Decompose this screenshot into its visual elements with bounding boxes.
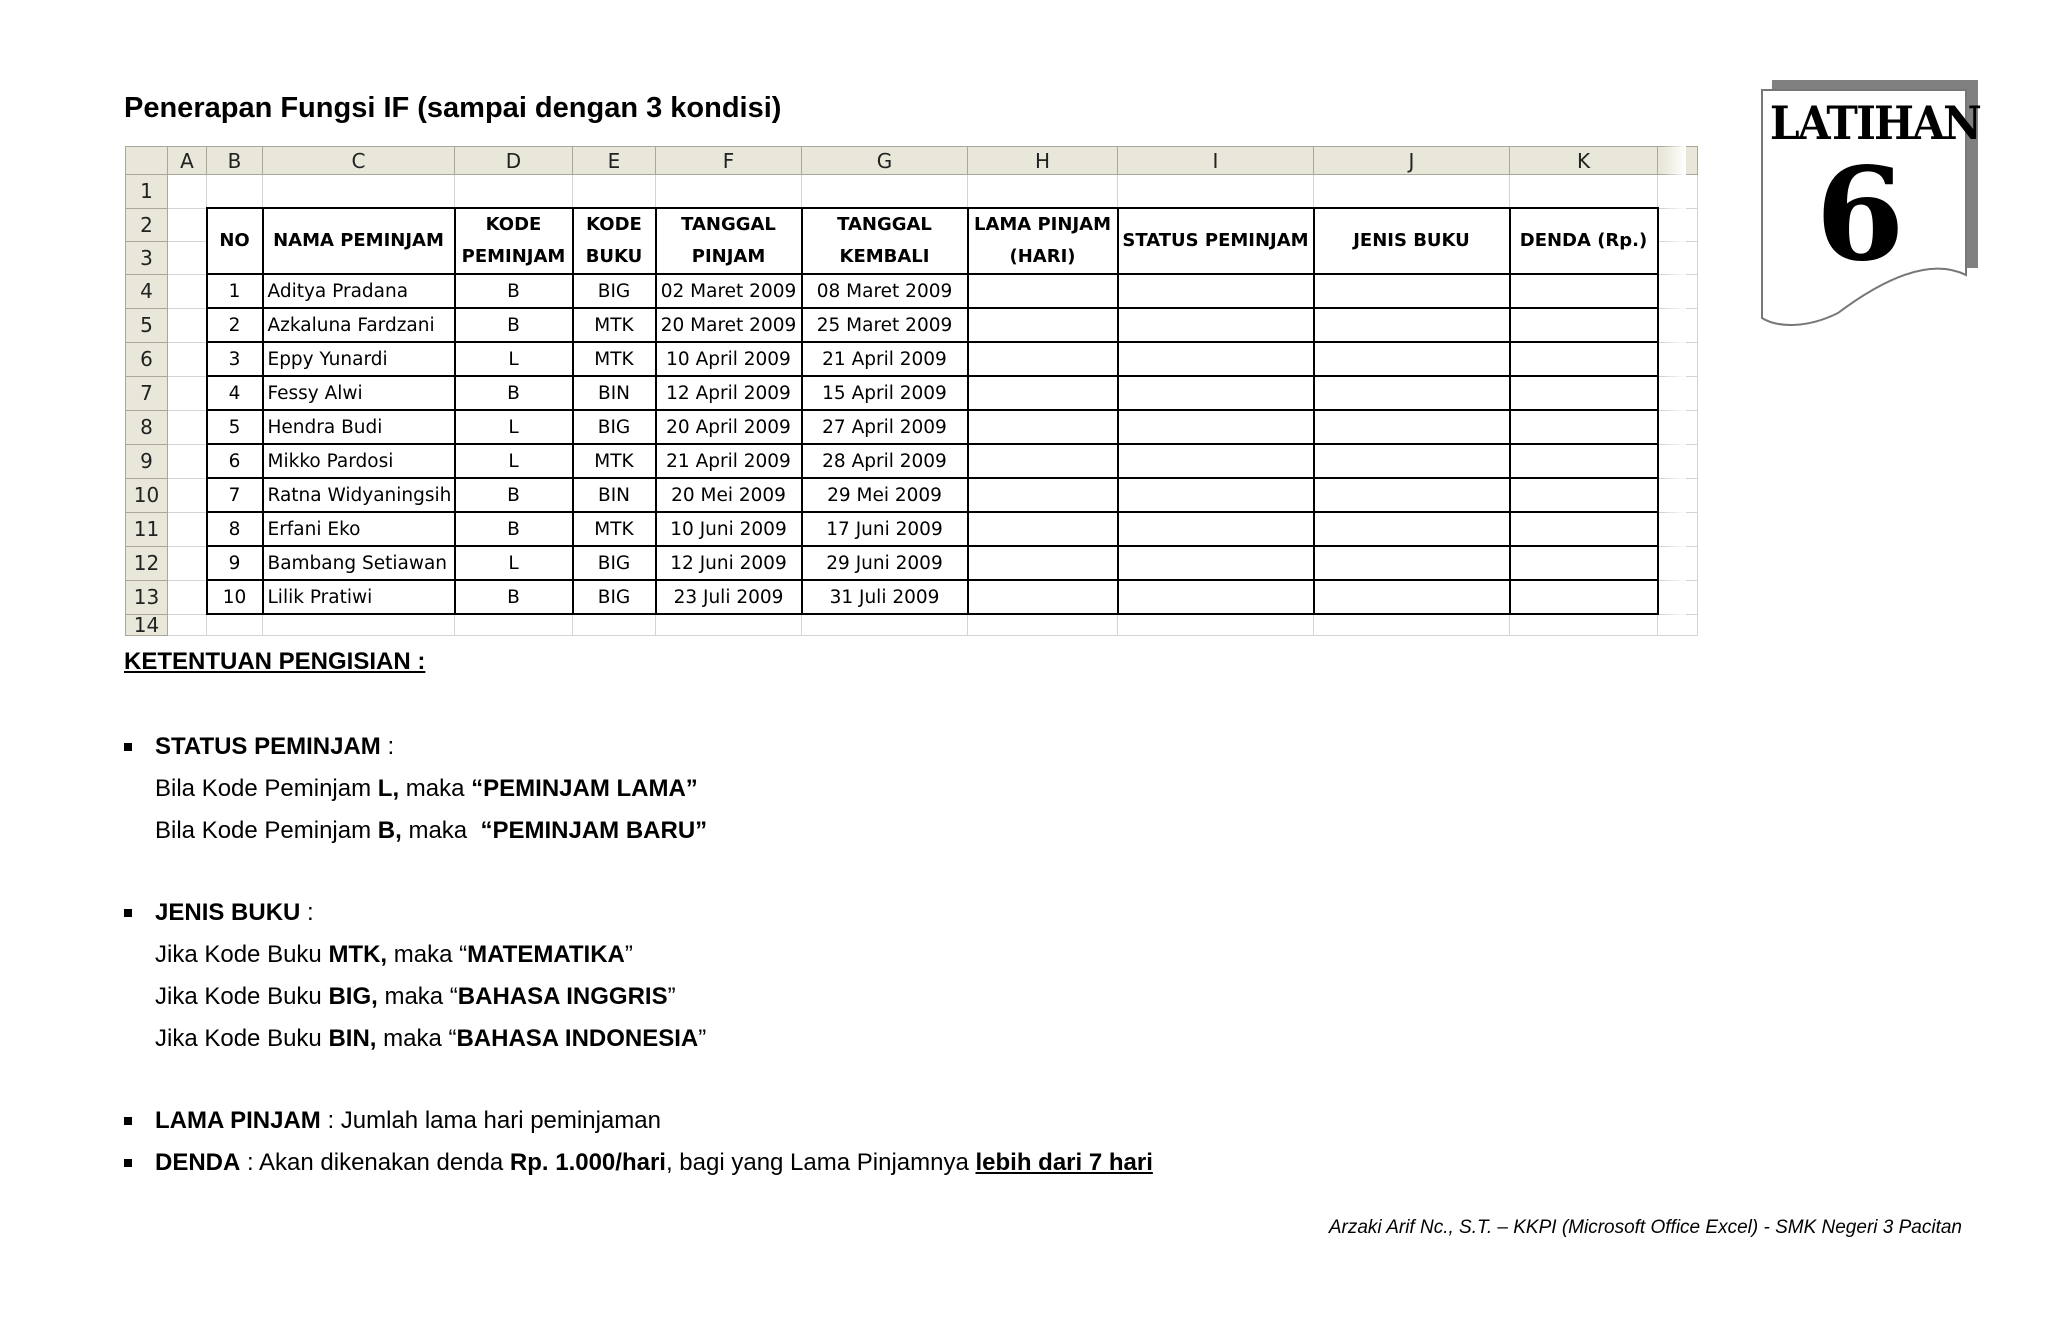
spreadsheet bbox=[125, 146, 1698, 636]
cell-kode-buku[interactable]: BIG bbox=[573, 274, 656, 308]
sheet-grid bbox=[125, 146, 1698, 636]
row-header[interactable]: 14 bbox=[126, 614, 168, 636]
cell-nama-peminjam[interactable]: Azkaluna Fardzani bbox=[263, 308, 455, 342]
rule-text: maka “ bbox=[376, 1025, 457, 1052]
cell-kode-peminjam[interactable]: B bbox=[455, 274, 573, 308]
header-lama-pinjam-2[interactable]: (HARI) bbox=[968, 241, 1118, 274]
rule-text: Jika Kode Buku bbox=[155, 1025, 329, 1052]
cell[interactable] bbox=[455, 175, 573, 209]
rule-code: MTK, bbox=[328, 941, 388, 968]
cell[interactable] bbox=[1118, 175, 1314, 209]
cell-tanggal-pinjam[interactable]: 10 April 2009 bbox=[656, 342, 802, 376]
cell-tanggal-kembali[interactable]: 28 April 2009 bbox=[802, 444, 968, 478]
rule-status-label: STATUS PEMINJAM bbox=[155, 733, 381, 760]
cell-jenis-buku[interactable] bbox=[1314, 376, 1510, 410]
rule-value: BAHASA INGGRIS bbox=[457, 983, 668, 1010]
cell-kode-buku[interactable]: MTK bbox=[573, 342, 656, 376]
cell-denda[interactable] bbox=[1510, 580, 1658, 614]
row-header[interactable]: 13 bbox=[126, 580, 168, 614]
cell-kode-buku[interactable]: BIN bbox=[573, 376, 656, 410]
cell[interactable] bbox=[168, 614, 207, 636]
header-kode-buku-2[interactable]: BUKU bbox=[573, 241, 656, 274]
cell-kode-buku[interactable]: MTK bbox=[573, 512, 656, 546]
header-nama-peminjam[interactable]: NAMA PEMINJAM bbox=[263, 208, 455, 274]
cell-tanggal-pinjam[interactable]: 20 Maret 2009 bbox=[656, 308, 802, 342]
table-row bbox=[126, 546, 1698, 580]
rule-value: MATEMATIKA bbox=[467, 941, 625, 968]
table-row bbox=[126, 478, 1698, 512]
header-jenis-buku[interactable]: JENIS BUKU bbox=[1314, 208, 1510, 274]
cell-denda[interactable] bbox=[1510, 512, 1658, 546]
cell[interactable] bbox=[168, 410, 207, 444]
page-title: Penerapan Fungsi IF (sampai dengan 3 kondisi) bbox=[124, 92, 782, 124]
rule-denda bbox=[155, 1149, 1153, 1177]
row-header[interactable]: 8 bbox=[126, 410, 168, 444]
rule-status-line-1 bbox=[155, 775, 698, 803]
cell-kode-peminjam[interactable]: B bbox=[455, 512, 573, 546]
cell-jenis-buku[interactable] bbox=[1314, 308, 1510, 342]
rule-value: “PEMINJAM BARU” bbox=[480, 817, 708, 844]
rule-text: Bila Kode Peminjam bbox=[155, 817, 378, 844]
cell[interactable] bbox=[656, 614, 802, 636]
cell-status-peminjam[interactable] bbox=[1118, 512, 1314, 546]
rule-lama-label: LAMA PINJAM bbox=[155, 1107, 321, 1134]
cell-tanggal-kembali[interactable]: 17 Juni 2009 bbox=[802, 512, 968, 546]
cell-tanggal-kembali[interactable]: 21 April 2009 bbox=[802, 342, 968, 376]
cell[interactable] bbox=[573, 175, 656, 209]
cell-denda[interactable] bbox=[1510, 342, 1658, 376]
rules-title: KETENTUAN PENGISIAN : bbox=[124, 648, 426, 675]
cell-nama-peminjam[interactable]: Eppy Yunardi bbox=[263, 342, 455, 376]
rule-denda-label: DENDA bbox=[155, 1149, 241, 1176]
header-tanggal-pinjam-2[interactable]: PINJAM bbox=[656, 241, 802, 274]
rule-code: BIG, bbox=[328, 983, 378, 1010]
cell[interactable] bbox=[802, 614, 968, 636]
cell-no[interactable]: 5 bbox=[207, 410, 263, 444]
cell-nama-peminjam[interactable]: Hendra Budi bbox=[263, 410, 455, 444]
cell-status-peminjam[interactable] bbox=[1118, 444, 1314, 478]
cell-kode-buku[interactable]: BIN bbox=[573, 478, 656, 512]
cell-kode-peminjam[interactable]: L bbox=[455, 444, 573, 478]
cell-nama-peminjam[interactable]: Fessy Alwi bbox=[263, 376, 455, 410]
table-row bbox=[126, 376, 1698, 410]
cell[interactable] bbox=[802, 175, 968, 209]
cell-tanggal-pinjam[interactable]: 12 April 2009 bbox=[656, 376, 802, 410]
cell-tanggal-kembali[interactable]: 31 Juli 2009 bbox=[802, 580, 968, 614]
header-denda[interactable]: DENDA (Rp.) bbox=[1510, 208, 1658, 274]
cell-jenis-buku[interactable] bbox=[1314, 580, 1510, 614]
table-row bbox=[126, 512, 1698, 546]
cell-lama-pinjam[interactable] bbox=[968, 444, 1118, 478]
cell-no[interactable]: 6 bbox=[207, 444, 263, 478]
header-status-peminjam[interactable]: STATUS PEMINJAM bbox=[1118, 208, 1314, 274]
col-header-a[interactable]: A bbox=[168, 147, 207, 175]
rule-text: : Jumlah lama hari peminjaman bbox=[320, 1107, 661, 1134]
cell-kode-peminjam[interactable]: L bbox=[455, 546, 573, 580]
cell-lama-pinjam[interactable] bbox=[968, 512, 1118, 546]
cell[interactable] bbox=[168, 512, 207, 546]
rule-status-line-2 bbox=[155, 817, 707, 845]
cell-nama-peminjam[interactable]: Mikko Pardosi bbox=[263, 444, 455, 478]
sheet-edge-fade bbox=[1662, 146, 1686, 622]
cell-denda[interactable] bbox=[1510, 274, 1658, 308]
cell[interactable] bbox=[168, 478, 207, 512]
badge-word: LATIHAN bbox=[1769, 96, 1981, 150]
row-header[interactable]: 12 bbox=[126, 546, 168, 580]
row-header[interactable]: 3 bbox=[126, 241, 168, 274]
cell-jenis-buku[interactable] bbox=[1314, 478, 1510, 512]
cell-denda[interactable] bbox=[1510, 376, 1658, 410]
cell-status-peminjam[interactable] bbox=[1118, 342, 1314, 376]
header-tanggal-kembali-1[interactable]: TANGGAL bbox=[802, 208, 968, 241]
cell[interactable] bbox=[168, 444, 207, 478]
rule-text: ” bbox=[698, 1025, 707, 1052]
cell[interactable] bbox=[1510, 175, 1658, 209]
rule-value: lebih dari 7 hari bbox=[975, 1149, 1153, 1176]
bullet-icon bbox=[124, 1117, 132, 1125]
cell[interactable] bbox=[168, 546, 207, 580]
cell-lama-pinjam[interactable] bbox=[968, 478, 1118, 512]
cell[interactable] bbox=[207, 175, 263, 209]
cell-lama-pinjam[interactable] bbox=[968, 410, 1118, 444]
cell-status-peminjam[interactable] bbox=[1118, 376, 1314, 410]
rule-text: , bagi yang Lama Pinjamnya bbox=[665, 1149, 976, 1176]
cell-jenis-buku[interactable] bbox=[1314, 546, 1510, 580]
cell-jenis-buku[interactable] bbox=[1314, 342, 1510, 376]
header-tanggal-pinjam-1[interactable]: TANGGAL bbox=[656, 208, 802, 241]
rule-jenis-line-1 bbox=[155, 941, 633, 969]
rule-lama-pinjam bbox=[155, 1107, 661, 1135]
col-header-f[interactable]: F bbox=[656, 147, 802, 175]
cell-status-peminjam[interactable] bbox=[1118, 308, 1314, 342]
cell-tanggal-kembali[interactable]: 15 April 2009 bbox=[802, 376, 968, 410]
cell-tanggal-kembali[interactable]: 08 Maret 2009 bbox=[802, 274, 968, 308]
cell-lama-pinjam[interactable] bbox=[968, 308, 1118, 342]
header-lama-pinjam-1[interactable]: LAMA PINJAM bbox=[968, 208, 1118, 241]
cell-kode-peminjam[interactable]: L bbox=[455, 410, 573, 444]
cell-kode-peminjam[interactable]: B bbox=[455, 478, 573, 512]
table-row bbox=[126, 342, 1698, 376]
cell-no[interactable]: 10 bbox=[207, 580, 263, 614]
cell-lama-pinjam[interactable] bbox=[968, 376, 1118, 410]
table-row bbox=[126, 274, 1698, 308]
cell[interactable] bbox=[656, 175, 802, 209]
cell-no[interactable]: 4 bbox=[207, 376, 263, 410]
row-header[interactable]: 9 bbox=[126, 444, 168, 478]
cell-kode-peminjam[interactable]: B bbox=[455, 376, 573, 410]
table-row bbox=[126, 444, 1698, 478]
cell-denda[interactable] bbox=[1510, 410, 1658, 444]
cell-no[interactable]: 3 bbox=[207, 342, 263, 376]
cell[interactable] bbox=[1510, 614, 1658, 636]
row-header[interactable]: 4 bbox=[126, 274, 168, 308]
col-header-k[interactable]: K bbox=[1510, 147, 1658, 175]
row-header[interactable]: 2 bbox=[126, 208, 168, 241]
cell-tanggal-pinjam[interactable]: 20 Mei 2009 bbox=[656, 478, 802, 512]
row-header[interactable]: 11 bbox=[126, 512, 168, 546]
cell[interactable] bbox=[168, 580, 207, 614]
cell-nama-peminjam[interactable]: Erfani Eko bbox=[263, 512, 455, 546]
table-row bbox=[126, 410, 1698, 444]
row-header[interactable]: 7 bbox=[126, 376, 168, 410]
rule-text: Bila Kode Peminjam bbox=[155, 775, 378, 802]
cell[interactable] bbox=[1118, 614, 1314, 636]
rule-text: maka bbox=[401, 817, 481, 844]
cell-tanggal-kembali[interactable]: 29 Juni 2009 bbox=[802, 546, 968, 580]
col-header-j[interactable]: J bbox=[1314, 147, 1510, 175]
cell-status-peminjam[interactable] bbox=[1118, 580, 1314, 614]
rule-value: Rp. 1.000/hari bbox=[509, 1149, 666, 1176]
cell-lama-pinjam[interactable] bbox=[968, 274, 1118, 308]
cell[interactable] bbox=[168, 308, 207, 342]
badge-number: 6 bbox=[1815, 140, 1905, 290]
cell-tanggal-kembali[interactable]: 29 Mei 2009 bbox=[802, 478, 968, 512]
rule-text: : Akan dikenakan denda bbox=[240, 1149, 510, 1176]
header-tanggal-kembali-2[interactable]: KEMBALI bbox=[802, 241, 968, 274]
cell-nama-peminjam[interactable]: Bambang Setiawan bbox=[263, 546, 455, 580]
bullet-icon bbox=[124, 743, 132, 751]
cell-denda[interactable] bbox=[1510, 546, 1658, 580]
rule-code: L, bbox=[377, 775, 400, 802]
rule-jenis-colon: : bbox=[300, 899, 314, 926]
cell-tanggal-pinjam[interactable]: 21 April 2009 bbox=[656, 444, 802, 478]
cell[interactable] bbox=[168, 208, 207, 241]
rule-jenis-heading bbox=[155, 899, 314, 927]
header-kode-peminjam-1[interactable]: KODE bbox=[455, 208, 573, 241]
cell-tanggal-pinjam[interactable]: 20 April 2009 bbox=[656, 410, 802, 444]
column-header-row bbox=[126, 147, 1698, 175]
rule-code: B, bbox=[377, 817, 402, 844]
cell[interactable] bbox=[168, 241, 207, 274]
cell-no[interactable]: 7 bbox=[207, 478, 263, 512]
rule-text: maka bbox=[399, 775, 472, 802]
col-header-b[interactable]: B bbox=[207, 147, 263, 175]
header-no[interactable]: NO bbox=[207, 208, 263, 274]
cell-kode-peminjam[interactable]: L bbox=[455, 342, 573, 376]
cell[interactable] bbox=[968, 614, 1118, 636]
cell[interactable] bbox=[168, 175, 207, 209]
cell-lama-pinjam[interactable] bbox=[968, 546, 1118, 580]
rule-code: BIN, bbox=[328, 1025, 377, 1052]
col-header-i[interactable]: I bbox=[1118, 147, 1314, 175]
sheet-row bbox=[126, 614, 1698, 636]
cell-jenis-buku[interactable] bbox=[1314, 444, 1510, 478]
cell-tanggal-pinjam[interactable]: 23 Juli 2009 bbox=[656, 580, 802, 614]
cell-tanggal-kembali[interactable]: 25 Maret 2009 bbox=[802, 308, 968, 342]
cell-kode-buku[interactable]: BIG bbox=[573, 546, 656, 580]
rule-value: BAHASA INDONESIA bbox=[456, 1025, 699, 1052]
rule-text: Jika Kode Buku bbox=[155, 941, 329, 968]
cell-denda[interactable] bbox=[1510, 444, 1658, 478]
rule-jenis-line-2 bbox=[155, 983, 676, 1011]
rule-text: maka “ bbox=[377, 983, 458, 1010]
rule-text: ” bbox=[667, 983, 676, 1010]
cell[interactable] bbox=[263, 614, 455, 636]
cell-kode-buku[interactable]: BIG bbox=[573, 410, 656, 444]
cell-denda[interactable] bbox=[1510, 308, 1658, 342]
sheet-row bbox=[126, 208, 1698, 241]
row-header[interactable]: 1 bbox=[126, 175, 168, 209]
cell-no[interactable]: 1 bbox=[207, 274, 263, 308]
cell-kode-buku[interactable]: BIG bbox=[573, 580, 656, 614]
cell-no[interactable]: 9 bbox=[207, 546, 263, 580]
rule-text: ” bbox=[624, 941, 633, 968]
rule-status-heading bbox=[155, 733, 394, 761]
cell[interactable] bbox=[1314, 614, 1510, 636]
cell-lama-pinjam[interactable] bbox=[968, 580, 1118, 614]
header-kode-buku-1[interactable]: KODE bbox=[573, 208, 656, 241]
cell-kode-peminjam[interactable]: B bbox=[455, 580, 573, 614]
cell[interactable] bbox=[168, 342, 207, 376]
table-row bbox=[126, 308, 1698, 342]
rule-jenis-line-3 bbox=[155, 1025, 706, 1053]
col-header-c[interactable]: C bbox=[263, 147, 455, 175]
cell-status-peminjam[interactable] bbox=[1118, 546, 1314, 580]
rule-value: “PEMINJAM LAMA” bbox=[471, 775, 698, 802]
cell-nama-peminjam[interactable]: Ratna Widyaningsih bbox=[263, 478, 455, 512]
cell-jenis-buku[interactable] bbox=[1314, 410, 1510, 444]
cell-no[interactable]: 8 bbox=[207, 512, 263, 546]
cell[interactable] bbox=[1314, 175, 1510, 209]
cell-tanggal-pinjam[interactable]: 02 Maret 2009 bbox=[656, 274, 802, 308]
cell[interactable] bbox=[573, 614, 656, 636]
cell-denda[interactable] bbox=[1510, 478, 1658, 512]
cell-jenis-buku[interactable] bbox=[1314, 512, 1510, 546]
data-rows bbox=[126, 274, 1698, 614]
cell[interactable] bbox=[168, 274, 207, 308]
bullet-icon bbox=[124, 1159, 132, 1167]
rule-text: maka “ bbox=[387, 941, 468, 968]
cell-kode-buku[interactable]: MTK bbox=[573, 308, 656, 342]
cell-tanggal-pinjam[interactable]: 12 Juni 2009 bbox=[656, 546, 802, 580]
cell-lama-pinjam[interactable] bbox=[968, 342, 1118, 376]
cell-no[interactable]: 2 bbox=[207, 308, 263, 342]
cell[interactable] bbox=[207, 614, 263, 636]
cell-kode-buku[interactable]: MTK bbox=[573, 444, 656, 478]
row-header[interactable]: 10 bbox=[126, 478, 168, 512]
col-header-g[interactable]: G bbox=[802, 147, 968, 175]
cell-status-peminjam[interactable] bbox=[1118, 478, 1314, 512]
rule-jenis-label: JENIS BUKU bbox=[155, 899, 301, 926]
col-header-e[interactable]: E bbox=[573, 147, 656, 175]
cell[interactable] bbox=[455, 614, 573, 636]
header-kode-peminjam-2[interactable]: PEMINJAM bbox=[455, 241, 573, 274]
col-header-h[interactable]: H bbox=[968, 147, 1118, 175]
cell-jenis-buku[interactable] bbox=[1314, 274, 1510, 308]
bullet-icon bbox=[124, 909, 132, 917]
rule-status-colon: : bbox=[380, 733, 395, 760]
cell-status-peminjam[interactable] bbox=[1118, 274, 1314, 308]
rule-text: Jika Kode Buku bbox=[155, 983, 329, 1010]
footer-credit: Arzaki Arif Nc., S.T. – KKPI (Microsoft Office Excel) - SMK Negeri 3 Pacitan bbox=[1328, 1217, 1962, 1238]
select-all-corner[interactable] bbox=[126, 147, 168, 175]
cell-tanggal-pinjam[interactable]: 10 Juni 2009 bbox=[656, 512, 802, 546]
cell-tanggal-kembali[interactable]: 27 April 2009 bbox=[802, 410, 968, 444]
cell-kode-peminjam[interactable]: B bbox=[455, 308, 573, 342]
cell-nama-peminjam[interactable]: Aditya Pradana bbox=[263, 274, 455, 308]
cell-status-peminjam[interactable] bbox=[1118, 410, 1314, 444]
cell-nama-peminjam[interactable]: Lilik Pratiwi bbox=[263, 580, 455, 614]
col-header-d[interactable]: D bbox=[455, 147, 573, 175]
cell[interactable] bbox=[168, 376, 207, 410]
row-header[interactable]: 5 bbox=[126, 308, 168, 342]
cell[interactable] bbox=[968, 175, 1118, 209]
row-header[interactable]: 6 bbox=[126, 342, 168, 376]
table-row bbox=[126, 580, 1698, 614]
sheet-row bbox=[126, 175, 1698, 209]
cell[interactable] bbox=[263, 175, 455, 209]
